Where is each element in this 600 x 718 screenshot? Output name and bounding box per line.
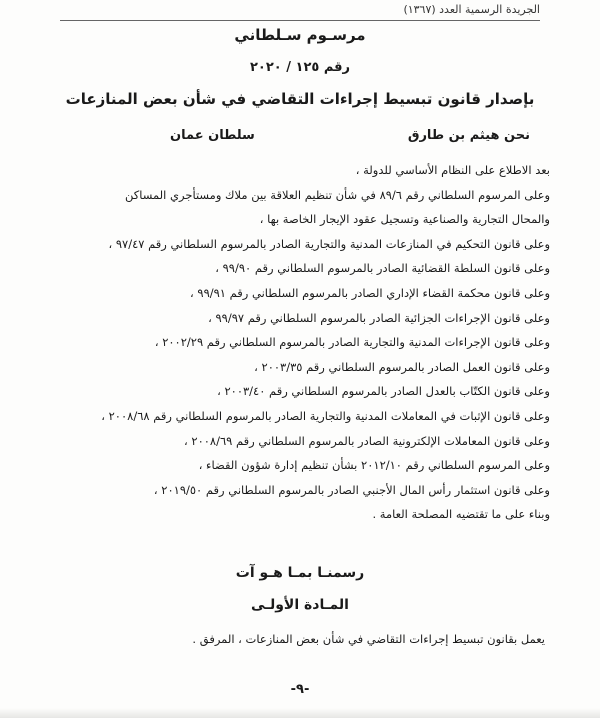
gazette-issue-label: الجريدة الرسمية العدد (١٣٦٧) xyxy=(403,3,540,16)
preamble-line: وعلى المرسوم السلطاني رقم ٨٩/٦ في شأن تنظيم العلاقة بين ملاك ومستأجري المساكن xyxy=(125,187,550,202)
preamble-line: بعد الاطلاع على النظام الأساسي للدولة ، xyxy=(355,163,550,177)
preamble-line: وعلى قانون التحكيم في المنازعات المدنية والتجارية الصادر بالمرسوم السلطاني رقم ٩٧/٤٧ ، xyxy=(108,236,550,251)
page-number: -٩- xyxy=(290,682,310,697)
preamble-line: وعلى قانون المعاملات الإلكترونية الصادر بالمرسوم السلطاني رقم ٢٠٠٨/٦٩ ، xyxy=(184,433,550,448)
decree-number: رقم ١٢٥ / ٢٠٢٠ xyxy=(249,60,351,75)
gazette-header xyxy=(60,0,540,21)
page-edge xyxy=(0,708,600,718)
preamble-line: والمحال التجارية والصناعية وتسجيل عقود الإيجار الخاصة بها ، xyxy=(259,212,550,227)
preamble-line: وعلى قانون الإثبات في المعاملات المدنية والتجارية الصادر بالمرسوم السلطاني رقم ٢٠٠٨/٦٨ ، xyxy=(101,408,550,423)
preamble-line: وعلى قانون السلطة القضائية الصادر بالمرسوم السلطاني رقم ٩٩/٩٠ ، xyxy=(215,261,550,276)
issuer-line xyxy=(60,128,540,148)
decree-title: مرسـوم سـلطاني xyxy=(234,26,366,44)
preamble-line: وعلى قانون استثمار رأس المال الأجنبي الصادر بالمرسوم السلطاني رقم ٢٠١٩/٥٠ ، xyxy=(153,482,550,497)
preamble xyxy=(40,158,550,527)
preamble-line: وعلى قانون الكتّاب بالعدل الصادر بالمرسوم السلطاني رقم ٢٠٠٣/٤٠ ، xyxy=(217,384,550,399)
preamble-line: وعلى قانون الإجراءات المدنية والتجارية الصادر بالمرسوم السلطاني رقم ٢٠٠٢/٢٩ ، xyxy=(154,335,550,350)
decree-statement: رسمنـا بمـا هـو آت xyxy=(235,565,365,581)
issuer-title: سلطان عمان xyxy=(170,128,255,143)
decree-subject: بإصدار قانون تبسيط إجراءات التقاضي في شأن بعض المنازعات xyxy=(65,90,535,108)
preamble-line: وعلى قانون الإجراءات الجزائية الصادر بالمرسوم السلطاني رقم ٩٩/٩٧ ، xyxy=(208,310,550,325)
preamble-line: وعلى قانون العمل الصادر بالمرسوم السلطاني رقم ٢٠٠٣/٣٥ ، xyxy=(254,359,550,374)
issuer-name: نحن هيثم بن طارق xyxy=(407,128,530,143)
article-title: المـادة الأولـى xyxy=(251,597,349,613)
article-text: يعمل بقانون تبسيط إجراءات التقاضي في شأن بعض المنازعات ، المرفق . xyxy=(192,632,545,646)
preamble-line: وبناء على ما تقتضيه المصلحة العامة . xyxy=(372,507,550,522)
preamble-line: وعلى قانون محكمة القضاء الإداري الصادر بالمرسوم السلطاني رقم ٩٩/٩١ ، xyxy=(190,285,550,300)
preamble-line: وعلى المرسوم السلطاني رقم ٢٠١٢/١٠ بشأن تنظيم إدارة شؤون القضاء ، xyxy=(198,458,550,473)
